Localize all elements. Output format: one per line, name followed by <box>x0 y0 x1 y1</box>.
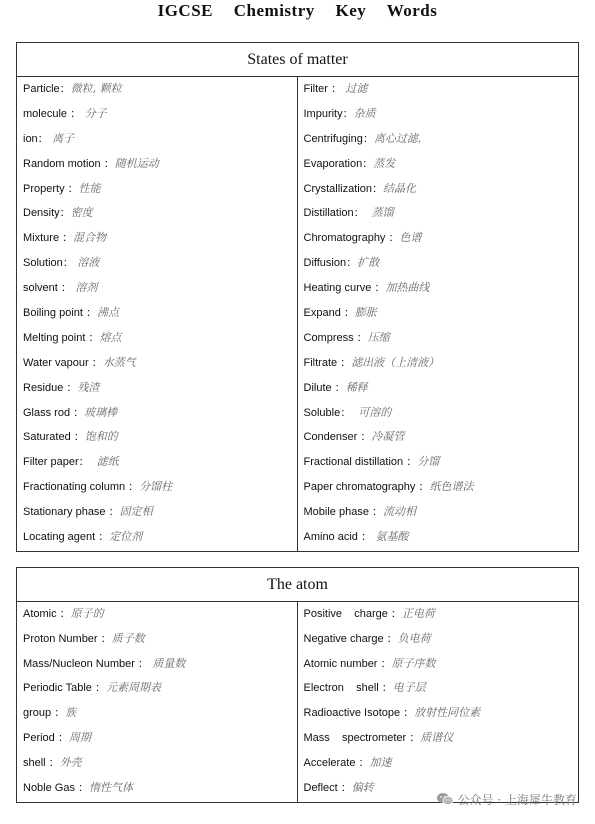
page-title: IGCSE Chemistry Key Words <box>157 1 438 20</box>
term-english: Fractionating column ： <box>23 481 140 494</box>
term-row <box>17 351 297 376</box>
term-english: Mixture ： <box>23 232 74 245</box>
term-english: shell ： <box>23 756 60 769</box>
term-chinese: 元素周期表 <box>105 681 161 695</box>
term-chinese: 流动相 <box>383 505 416 519</box>
term-english: Compress ： <box>303 331 368 344</box>
term-row <box>17 602 297 627</box>
term-english: Filter ： <box>303 83 342 95</box>
term-row <box>298 450 579 475</box>
term-english: Dilute ： <box>303 381 346 394</box>
term-row <box>17 201 297 226</box>
term-chinese: 性能 <box>78 181 101 195</box>
term-english: Locating agent ： <box>23 531 110 544</box>
term-chinese: 过滤 <box>342 82 368 95</box>
term-english: Crystallization： <box>303 182 383 195</box>
term-english: Boiling point ： <box>23 307 97 320</box>
term-chinese: 分馏 <box>417 455 440 469</box>
term-chinese: 分馏柱 <box>139 480 173 494</box>
term-row <box>298 475 579 500</box>
term-english: Melting point ： <box>23 331 100 344</box>
term-row <box>17 652 297 677</box>
right-column <box>298 77 579 551</box>
section-heading: The atom <box>17 568 578 602</box>
term-row <box>298 177 579 202</box>
left-column <box>17 602 298 802</box>
watermark <box>436 789 577 809</box>
term-english: Saturated ： <box>23 431 85 444</box>
term-row <box>17 152 297 177</box>
term-chinese: 冷凝管 <box>371 430 405 444</box>
term-chinese: 周期 <box>68 730 91 744</box>
term-chinese: 质量数 <box>148 656 186 670</box>
term-english: Proton Number ： <box>23 632 112 645</box>
term-row <box>17 401 297 426</box>
term-english: Centrifuging： <box>303 132 374 145</box>
term-row <box>298 152 579 177</box>
term-row <box>17 127 297 152</box>
term-english: Diffusion： <box>303 257 358 270</box>
term-row <box>17 475 297 500</box>
term-english: Accelerate ： <box>303 756 370 769</box>
term-row <box>17 450 297 475</box>
term-row <box>298 652 579 677</box>
term-row <box>298 102 579 127</box>
term-row <box>17 500 297 525</box>
term-chinese: 滤纸 <box>89 455 119 469</box>
term-row <box>17 102 297 127</box>
term-english: Density： <box>23 207 71 220</box>
term-row <box>298 401 579 426</box>
term-chinese: 随机运动 <box>114 156 159 170</box>
watermark-text: 公众号 · 上海犀牛教育 <box>457 792 577 807</box>
term-chinese: 结晶化 <box>382 181 416 195</box>
term-english: molecule ： <box>23 107 82 120</box>
term-row <box>17 751 297 776</box>
section-states-of-matter <box>16 42 579 552</box>
term-row <box>298 627 579 652</box>
term-chinese: 水蒸气 <box>102 355 136 369</box>
term-english: Residue ： <box>23 381 78 394</box>
term-row <box>17 776 297 801</box>
term-row <box>17 525 297 550</box>
term-row <box>298 751 579 776</box>
term-chinese: 定位剂 <box>109 530 143 544</box>
wechat-icon <box>436 792 454 806</box>
term-chinese: 离子 <box>48 131 75 145</box>
term-row <box>298 425 579 450</box>
term-english: group ： <box>23 707 66 720</box>
term-english: Filter paper： <box>23 456 90 469</box>
term-row <box>17 627 297 652</box>
left-column <box>17 77 298 551</box>
term-english: solvent ： <box>23 282 72 295</box>
term-chinese: 压缩 <box>367 330 390 344</box>
term-row <box>17 77 297 102</box>
term-chinese: 固定相 <box>119 505 153 519</box>
term-chinese: 扩散 <box>357 256 380 270</box>
term-row <box>298 500 579 525</box>
term-english: Mass/Nucleon Number ： <box>23 657 149 670</box>
term-chinese: 加速 <box>369 755 392 769</box>
term-row <box>17 276 297 301</box>
term-english: Stationary phase ： <box>23 506 120 519</box>
term-chinese: 玻璃棒 <box>84 405 118 419</box>
term-english: Paper chromatography ： <box>303 481 430 494</box>
term-chinese: 色谱 <box>399 231 422 245</box>
term-chinese: 负电荷 <box>397 631 431 645</box>
term-row <box>298 376 579 401</box>
term-chinese: 蒸发 <box>373 156 396 170</box>
term-english: Atomic ： <box>23 608 71 620</box>
term-row <box>17 251 297 276</box>
term-row <box>17 726 297 751</box>
term-chinese: 偏转 <box>351 780 374 794</box>
term-row <box>298 226 579 251</box>
term-row <box>298 525 579 550</box>
term-row <box>298 301 579 326</box>
term-english: Condenser ： <box>303 431 372 444</box>
section-the-atom <box>16 567 579 803</box>
term-chinese: 原子的 <box>70 607 104 620</box>
term-row <box>298 726 579 751</box>
term-row <box>17 425 297 450</box>
term-chinese: 微粒, 颗粒 <box>70 82 122 95</box>
term-english: Atomic number ： <box>303 657 392 670</box>
term-row <box>298 276 579 301</box>
term-chinese: 纸色谱法 <box>429 480 474 494</box>
term-chinese: 残渣 <box>77 380 100 394</box>
term-row <box>17 301 297 326</box>
term-chinese: 沸点 <box>97 306 119 320</box>
term-row <box>298 326 579 351</box>
term-english: Particle： <box>23 83 71 95</box>
term-chinese: 惰性气体 <box>89 780 134 794</box>
term-english: Positive charge ： <box>303 608 402 620</box>
term-row <box>298 701 579 726</box>
term-chinese: 分子 <box>81 106 107 120</box>
term-chinese: 杂质 <box>353 106 376 120</box>
term-english: Impurity： <box>303 107 354 120</box>
term-english: Expand ： <box>303 307 355 320</box>
term-chinese: 放射性同位素 <box>414 706 481 720</box>
term-english: Fractional distillation ： <box>303 456 418 469</box>
term-english: Evaporation： <box>303 157 374 170</box>
term-row <box>298 351 579 376</box>
right-column <box>298 602 579 802</box>
term-english: Water vapour ： <box>23 356 103 369</box>
term-english: Amino acid ： <box>303 531 372 544</box>
term-row <box>298 251 579 276</box>
term-english: Periodic Table ： <box>23 682 106 695</box>
term-row <box>298 676 579 701</box>
term-chinese: 加热曲线 <box>385 281 430 295</box>
term-english: Radioactive Isotope ： <box>303 707 415 720</box>
term-chinese: 可溶的 <box>351 405 392 419</box>
term-english: Glass rod ： <box>23 406 85 419</box>
term-english: Deflect ： <box>303 781 352 794</box>
term-chinese: 质子数 <box>111 631 145 645</box>
term-row <box>17 701 297 726</box>
term-row <box>17 676 297 701</box>
term-english: Period ： <box>23 731 69 744</box>
term-chinese: 正电荷 <box>401 607 435 620</box>
term-english: ion： <box>23 132 49 145</box>
term-chinese: 质谱仪 <box>420 730 454 744</box>
term-row <box>298 201 579 226</box>
term-chinese: 膨胀 <box>354 306 377 320</box>
term-row <box>17 376 297 401</box>
term-chinese: 混合物 <box>73 231 107 245</box>
section-heading: States of matter <box>17 43 578 77</box>
term-chinese: 电子层 <box>392 681 426 695</box>
term-english: Random motion ： <box>23 157 115 170</box>
term-english: Heating curve ： <box>303 282 386 295</box>
term-english: Noble Gas ： <box>23 781 90 794</box>
term-english: Chromatography ： <box>303 232 400 245</box>
term-english: Electron shell ： <box>303 682 393 695</box>
term-chinese: 氨基酸 <box>371 530 409 544</box>
term-chinese: 饱和的 <box>84 430 118 444</box>
term-row <box>17 226 297 251</box>
term-chinese: 滤出液（上清液） <box>351 355 440 369</box>
term-english: Mass spectrometer ： <box>303 731 421 744</box>
term-chinese: 熔点 <box>99 330 122 344</box>
term-row <box>298 77 579 102</box>
term-chinese: 原子序数 <box>391 656 436 670</box>
term-chinese: 稀释 <box>345 380 368 394</box>
term-row <box>17 326 297 351</box>
term-english: Solution： <box>23 257 74 270</box>
term-english: Negative charge ： <box>303 632 398 645</box>
term-row <box>298 602 579 627</box>
term-english: Filtrate ： <box>303 356 352 369</box>
term-english: Property ： <box>23 182 79 195</box>
term-english: Mobile phase ： <box>303 506 383 519</box>
term-chinese: 蒸馏 <box>364 206 394 220</box>
term-english: Soluble： <box>303 406 352 419</box>
term-row <box>298 127 579 152</box>
term-chinese: 溶液 <box>73 256 100 270</box>
term-chinese: 密度 <box>70 206 93 220</box>
term-row <box>17 177 297 202</box>
term-english: Distillation： <box>303 207 365 220</box>
term-chinese: 离心过滤, <box>373 131 422 145</box>
term-chinese: 溶剂 <box>71 281 98 295</box>
term-chinese: 族 <box>65 706 77 720</box>
term-chinese: 外壳 <box>59 755 82 769</box>
